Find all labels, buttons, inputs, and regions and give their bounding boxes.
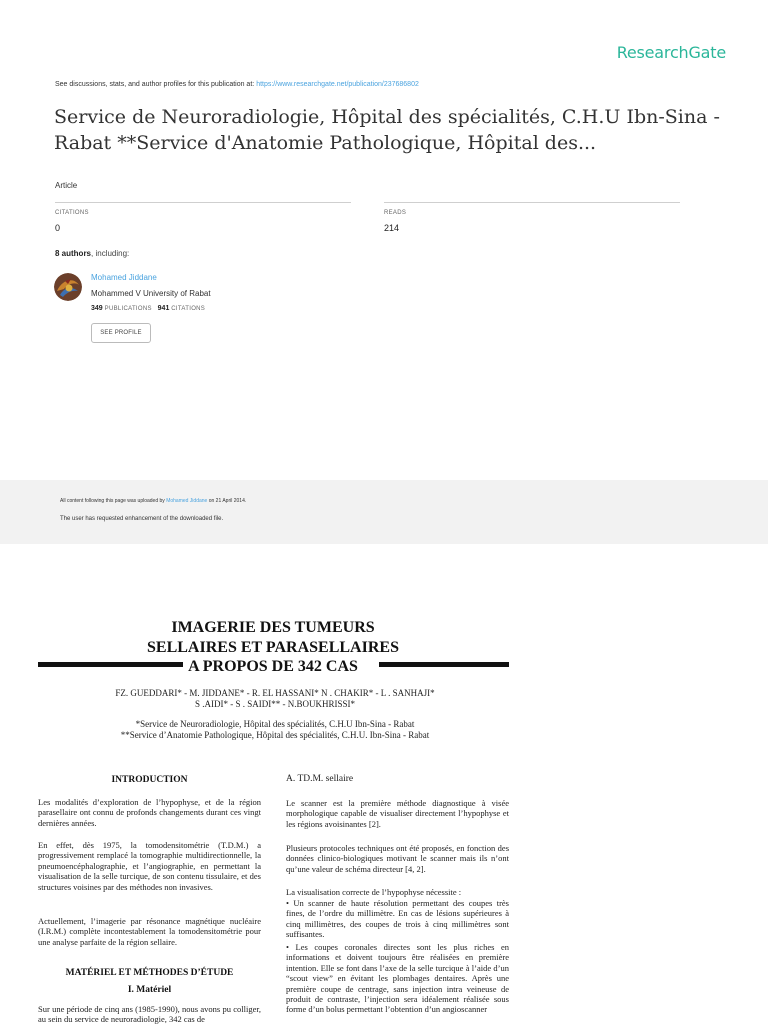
title-rule-left [38, 662, 183, 667]
see-profile-button[interactable]: SEE PROFILE [91, 323, 151, 343]
author-name-link[interactable]: Mohamed Jiddane [91, 273, 157, 282]
intro-paragraph-2: En effet, dès 1975, la tomodensitométrie (T.D.M.) a progressivement remplacé la tomographie multidirectionnelle, la pneumoencéphalographie, et l’angiographie, en permettant la visualisation de la selle turcique, de son contenu tissulaire, et des structures voisines par des méthodes non invasives. [38, 840, 261, 892]
footer-band [0, 480, 768, 544]
publication-title-line-2: Rabat **Service d'Anatomie Pathologique, Hôpital des... [54, 132, 597, 154]
article-title-line-1: IMAGERIE DES TUMEURS [171, 619, 375, 636]
article-title-line-2: SELLAIRES ET PARASELLAIRES [147, 638, 399, 656]
introduction-heading: INTRODUCTION [111, 775, 188, 785]
affiliation-line-1: *Service de Neuroradiologie, Hôpital des spécialités, C.H.U Ibn-Sina - Rabat [135, 719, 415, 729]
author-publications-count: 349 [91, 305, 103, 312]
author-citations-label: CITATIONS [171, 306, 206, 312]
upload-suffix: on 21 April 2014. [208, 498, 247, 504]
tdm-paragraph-3: La visualisation correcte de l’hypophyse nécessite : [286, 887, 462, 897]
discussions-text: See discussions, stats, and author profiles for this publication at: [55, 81, 255, 88]
article-title [120, 618, 426, 677]
tdm-paragraph-1: Le scanner est la première méthode diagnostique à visée morphologique capable de visualiser directement l’hypophyse et les régions avoisinantes [2]. [286, 798, 509, 829]
tdm-paragraph-4: • Un scanner de haute résolution permettant des coupes très fines, de l’ordre du millimètre. En cas de lésions supérieures à cinq millimètres, des coupes de trois à cinq millimètres sont suffisantes. [286, 898, 509, 940]
intro-paragraph-3: Actuellement, l’imagerie par résonance magnétique nucléaire (I.R.M.) complète incontestablement la tomodensitométrie pour une analyse parfaite de la région sellaire. [38, 916, 261, 947]
discussions-note [55, 81, 419, 88]
author-institution: Mohammed V University of Rabat [91, 289, 211, 298]
request-note: The user has requested enhancement of the downloaded file. [60, 516, 224, 522]
title-rule-right [379, 662, 509, 667]
upload-author-link[interactable]: Mohamed Jiddane [166, 498, 208, 504]
methods-heading: MATÉRIEL ET MÉTHODES D’ÉTUDE [65, 968, 234, 978]
publication-link[interactable]: https://www.researchgate.net/publication/237686802 [256, 81, 419, 88]
reads-value: 214 [384, 223, 400, 233]
intro-paragraph-1: Les modalités d’exploration de l’hypophyse, et de la région parasellaire ont connu de profonds changements durant ces vingt dernières années. [38, 797, 261, 828]
authors-count: 8 authors [55, 249, 92, 258]
upload-note [60, 498, 246, 504]
tdm-heading: A. TD.M. sellaire [286, 774, 354, 784]
affiliation-line-2: **Service d’Anatomie Pathologique, Hôpital des spécialités, C.H.U. Ibn-Sina - Rabat [120, 730, 430, 740]
citations-divider [55, 202, 351, 203]
reads-label: READS [384, 210, 407, 216]
tdm-paragraph-5: • Les coupes coronales directes sont les plus riches en informations et doivent toujours être réalisées en première intention. Elle se font dans l’axe de la selle turcique à l’aide d’un “scout view” en évitant les plombages dentaires. Après une première coupe de centrage, sans injection intra veineuse de produit de contraste, l’injection sera idéalement réalisée sous forme d’un bolus permettant l’obtention d’un angioscanner [286, 942, 509, 1015]
authors-summary [55, 249, 129, 258]
reads-divider [384, 202, 680, 203]
tdm-paragraph-2: Plusieurs protocoles techniques ont été proposés, en fonction des données clinico-biologiques motivant le scanner mais ils n’ont qu’une valeur de schéma directeur [4, 2]. [286, 843, 509, 874]
author-publications-label: PUBLICATIONS [104, 306, 152, 312]
author-stats [91, 305, 205, 312]
article-authors-line-2: S .AIDI* - S . SAIDI** - N.BOUKHRISSI* [194, 699, 355, 709]
article-title-line-3: A PROPOS DE 342 CAS [188, 658, 358, 675]
article-authors-line-1: FZ. GUEDDARI* - M. JIDDANE* - R. EL HASSANI* N . CHAKIR* - L . SANHAJI* [115, 688, 435, 698]
materiel-heading: I. Matériel [127, 985, 172, 995]
author-avatar[interactable] [54, 273, 82, 301]
publication-title-line-1: Service de Neuroradiologie, Hôpital des spécialités, C.H.U Ibn-Sina - [54, 106, 720, 128]
article-authors [90, 688, 460, 710]
citations-value: 0 [55, 223, 61, 233]
citations-label: CITATIONS [55, 210, 89, 216]
publication-title[interactable] [54, 104, 734, 156]
avatar-image [54, 273, 82, 301]
authors-suffix: , including: [91, 249, 130, 258]
article-type: Article [55, 181, 78, 190]
author-citations-count: 941 [157, 305, 170, 312]
upload-prefix: All content following this page was uploaded by [60, 498, 165, 504]
researchgate-logo[interactable]: ResearchGate [616, 43, 726, 62]
materiel-paragraph: Sur une période de cinq ans (1985-1990), nous avons pu colliger, au sein du service de neuroradiologie, 342 cas de [38, 1004, 261, 1025]
article-affiliations [90, 719, 460, 741]
